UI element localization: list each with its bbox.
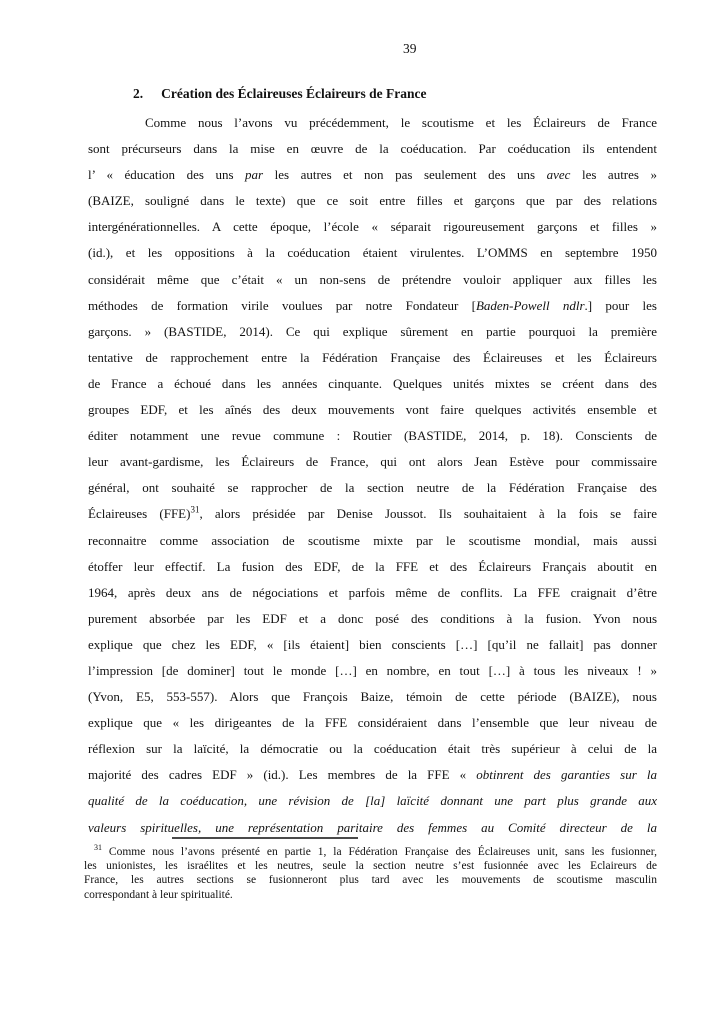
text-segment: reconnaitre comme association de scoutisme mixte par le scoutisme mondial, mais aussi [88, 532, 657, 548]
text-segment: de France a échoué dans les années cinquante. Quelques unités mixtes se créent dans des [88, 375, 657, 391]
footnote-text-line [84, 873, 657, 887]
body-text-line [88, 371, 657, 397]
text-segment: majorité des cadres EDF » (id.). Les membres de la FFE « [88, 767, 477, 783]
text-segment: leur avant-gardisme, les Éclaireurs de France, qui ont alors Jean Estève pour commissaire [88, 454, 657, 470]
text-segment: les unionistes, les israélites et les neutres, seule la section neutre s’est fusionnée avec les Eclaireurs de [84, 860, 657, 873]
text-segment: Éclaireuses (FFE) [88, 506, 191, 522]
section-heading [133, 86, 426, 102]
text-segment: groupes EDF, et les aînés des deux mouvements vont faire quelques activités ensemble et [88, 402, 657, 418]
text-segment: les autres et non pas seulement des uns [263, 167, 547, 183]
text-segment: purement absorbée par les EDF et a donc posé des conditions à la fusion. Yvon nous [88, 610, 657, 626]
text-segment: avec [546, 167, 571, 183]
body-text-line [88, 267, 657, 293]
body-text-line [88, 188, 657, 214]
body-text-line [88, 762, 657, 788]
body-text-line [88, 423, 657, 449]
body-paragraph [88, 110, 657, 841]
text-segment: Baden-Powell ndlr [475, 297, 585, 313]
text-segment: obtinrent des garanties sur la [476, 767, 657, 783]
body-text-line [88, 162, 657, 188]
text-segment: valeurs spirituelles, une représentation paritaire des femmes au Comité directeur de la [88, 819, 657, 835]
text-segment: qualité de la coéducation, une révision de [la] laïcité donnant une part plus grande aux [88, 793, 657, 809]
body-text-line [88, 528, 657, 554]
body-text-line [88, 554, 657, 580]
text-segment: correspondant à leur spiritualité. [84, 888, 233, 901]
footnote-text-line [84, 888, 657, 902]
page-number: 39 [403, 41, 417, 56]
text-segment: (BAIZE, souligné dans le texte) que ce soit entre filles et garçons que par des relations [88, 193, 657, 209]
body-text-line [88, 293, 657, 319]
text-segment: général, ont souhaité se rapprocher de la section neutre de la Fédération Française des [88, 480, 657, 496]
body-text-line [88, 658, 657, 684]
text-segment: étoffer leur effectif. La fusion des EDF, de la FFE et des Éclaireurs Français aboutit en [88, 558, 657, 574]
text-segment: (Yvon, E5, 553-557). Alors que François Baize, témoin de cette période (BAIZE), nous [88, 689, 657, 705]
section-number: 2. [133, 86, 144, 101]
text-segment: par [245, 167, 264, 183]
text-segment: méthodes de formation virile voulues par notre Fondateur [ [88, 297, 476, 313]
body-text-line [88, 632, 657, 658]
footnote-block [84, 845, 657, 902]
text-segment: explique que « les dirigeantes de la FFE considéraient dans l’ensemble que leur niveau de [88, 715, 657, 731]
footnote-separator [172, 837, 358, 839]
text-segment: considérait même que c’était « un non-sens de prétendre vouloir appliquer aux filles les [88, 271, 657, 287]
body-text-line [88, 397, 657, 423]
text-segment: garçons. » (BASTIDE, 2014). Ce qui explique sûrement en partie pourquoi la première [88, 323, 657, 339]
body-text-line [88, 501, 657, 527]
text-segment: tentative de rapprochement entre la Fédération Française des Éclaireuses et les Éclaireurs [88, 349, 657, 365]
body-text-line [88, 710, 657, 736]
body-text-line [88, 449, 657, 475]
text-segment: sont précurseurs dans la mise en œuvre de la coéducation. Par coéducation ils entendent [88, 141, 657, 157]
text-segment: intergénérationnelles. A cette époque, l’école « séparait rigoureusement garçons et filles » [88, 219, 657, 235]
body-text-line [88, 736, 657, 762]
body-text-line [88, 214, 657, 240]
body-text-line [88, 580, 657, 606]
text-segment: l’ « éducation des uns [88, 167, 246, 183]
text-segment: France, les autres sections se fusionneront plus tard avec les mouvements de scoutisme masculin [84, 874, 657, 887]
text-segment: Comme nous l’avons vu précédemment, le scoutisme et les Éclaireurs de France [145, 115, 657, 130]
text-segment: réflexion sur la laïcité, la démocratie ou la coéducation était très supérieur à celui de la [88, 741, 657, 757]
footnote-reference-mark: 31 [94, 843, 102, 853]
text-segment: explique que chez les EDF, « [ils étaient] bien conscients […] [qu’il ne fallait] pas donner [88, 636, 657, 652]
text-segment: 1964, après deux ans de négociations et parfois même de conflits. La FFE craignait d’être [88, 584, 657, 600]
section-title: Création des Éclaireuses Éclaireurs de France [161, 86, 427, 101]
footnote-text-line [84, 845, 657, 859]
text-segment: (id.), et les oppositions à la coéducation étaient virulentes. L’OMMS en septembre 1950 [88, 245, 657, 261]
text-segment: .] pour les [584, 297, 657, 313]
footnote-text-line [84, 859, 657, 873]
footnote-reference-mark: 31 [190, 505, 200, 516]
body-text-line [88, 475, 657, 501]
text-segment: , alors présidée par Denise Joussot. Ils souhaitaient à la fois se faire [199, 506, 657, 522]
body-text-line [88, 110, 657, 136]
text-segment: Comme nous l’avons présenté en partie 1, la Fédération Française des Éclaireuses unit, sans les fusionner, [102, 846, 657, 858]
body-text-line [88, 345, 657, 371]
body-text-line [88, 136, 657, 162]
body-text-line [88, 684, 657, 710]
text-segment: les autres » [570, 167, 657, 183]
text-segment: éditer notamment une revue commune : Routier (BASTIDE, 2014, p. 18). Conscients de [88, 428, 657, 444]
body-text-line [88, 606, 657, 632]
body-text-line [88, 319, 657, 345]
body-text-line [88, 788, 657, 814]
body-text-line [88, 240, 657, 266]
text-segment: l’impression [de dominer] tout le monde […] en nombre, en tout […] à tous les niveaux ! » [88, 662, 657, 678]
